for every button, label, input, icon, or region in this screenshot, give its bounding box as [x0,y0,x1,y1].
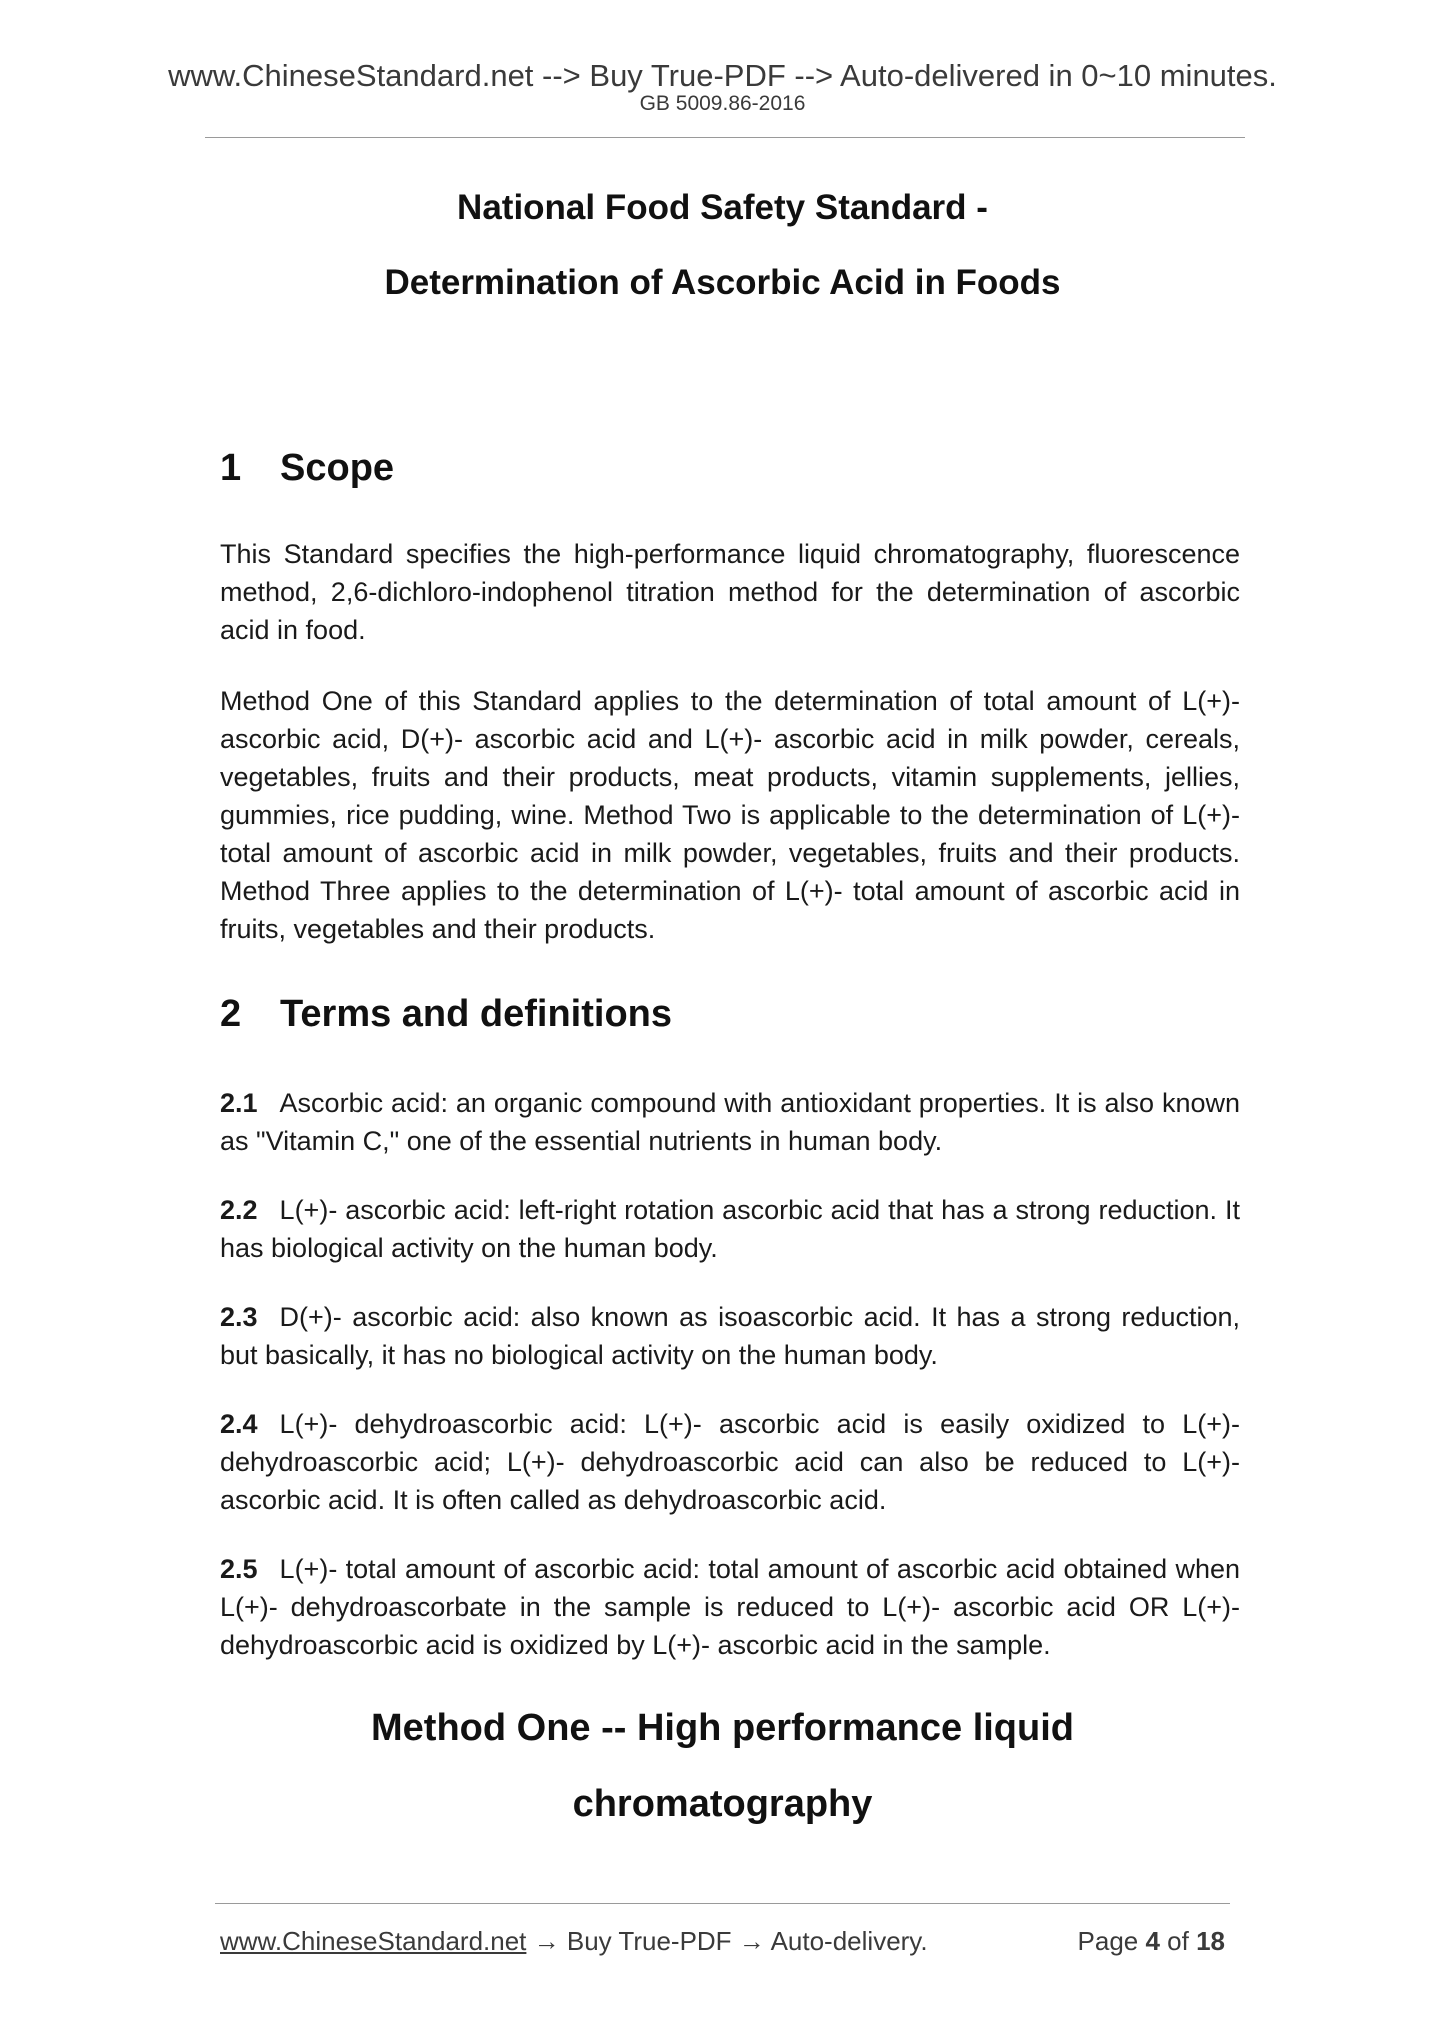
clause-number: 2.1 [220,1088,258,1118]
section-heading-scope [220,446,394,490]
term-definition-2-2 [220,1191,1240,1267]
section-title: Scope [280,447,395,489]
scope-paragraph-2: Method One of this Standard applies to the determination of total amount of L(+)- ascorbic acid, D(+)- ascorbic acid and L(+)- ascorbic acid in milk powder, cereals, vegetables, fruits and their products, meat products, vitamin supplements, jellies, gummies, rice pudding, wine. Method Two is applicable to the determination of L(+)- total amount of ascorbic acid in milk powder, vegetables, fruits and their products. Method Three applies to the determination of L(+)- total amount of ascorbic acid in fruits, vegetables and their products. [220,686,1240,944]
header-divider [205,137,1245,138]
method-one-heading-line-2: chromatography [572,1783,873,1825]
scope-paragraph-1: This Standard specifies the high-performance liquid chromatography, fluorescence method, 2,6-dichloro-indophenol titration method for the determination of ascorbic acid in food. [220,539,1240,645]
footer-divider [215,1903,1230,1904]
clause-text: L(+)- total amount of ascorbic acid: total amount of ascorbic acid obtained when L(+)- dehydroascorbate in the sample is reduced to L(+)- ascorbic acid OR L(+)- dehydroascorbic acid is oxidized by L(+)- ascorbic acid in the sample. [220,1554,1240,1660]
section-number: 1 [220,447,242,489]
clause-text: D(+)- ascorbic acid: also known as isoascorbic acid. It has a strong reduction, but basically, it has no biological activity on the human body. [220,1302,1240,1370]
term-definition-2-4 [220,1405,1240,1519]
page-prefix: Page [1077,1926,1146,1956]
clause-number: 2.4 [220,1409,258,1439]
page-number [1078,1925,1225,1957]
footer-promo [220,1925,928,1957]
clause-text: L(+)- ascorbic acid: left-right rotation ascorbic acid that has a strong reduction. It has biological activity on the human body. [220,1195,1240,1263]
document-title-line-1: National Food Safety Standard - [457,188,988,227]
clause-text: L(+)- dehydroascorbic acid: L(+)- ascorbic acid is easily oxidized to L(+)- dehydroascorbic acid; L(+)- dehydroascorbic acid can also be reduced to L(+)- ascorbic acid. It is often called as dehydroascorbic acid. [220,1409,1240,1515]
footer-promo-text: → Buy True-PDF → Auto-delivery. [526,1926,928,1956]
clause-number: 2.3 [220,1302,258,1332]
footer-site-link[interactable]: www.ChineseStandard.net [220,1926,527,1956]
page-of: of [1159,1926,1197,1956]
section-title: Terms and definitions [280,993,673,1035]
section-heading-terms [220,992,672,1036]
document-title-line-2: Determination of Ascorbic Acid in Foods [384,263,1061,302]
clause-number: 2.2 [220,1195,258,1225]
term-definition-2-3 [220,1298,1240,1374]
clause-text: Ascorbic acid: an organic compound with antioxidant properties. It is also known as "Vitamin C," one of the essential nutrients in human body. [220,1088,1240,1156]
term-definition-2-1 [220,1084,1240,1160]
method-one-heading-line-1: Method One -- High performance liquid [371,1707,1074,1749]
top-banner: www.ChineseStandard.net --> Buy True-PDF --> Auto-delivered in 0~10 minutes. [168,58,1277,93]
standard-code: GB 5009.86-2016 [639,92,806,115]
clause-number: 2.5 [220,1554,258,1584]
section-number: 2 [220,993,242,1035]
page-current: 4 [1145,1926,1160,1956]
term-definition-2-5 [220,1550,1240,1664]
page-total: 18 [1196,1926,1225,1956]
